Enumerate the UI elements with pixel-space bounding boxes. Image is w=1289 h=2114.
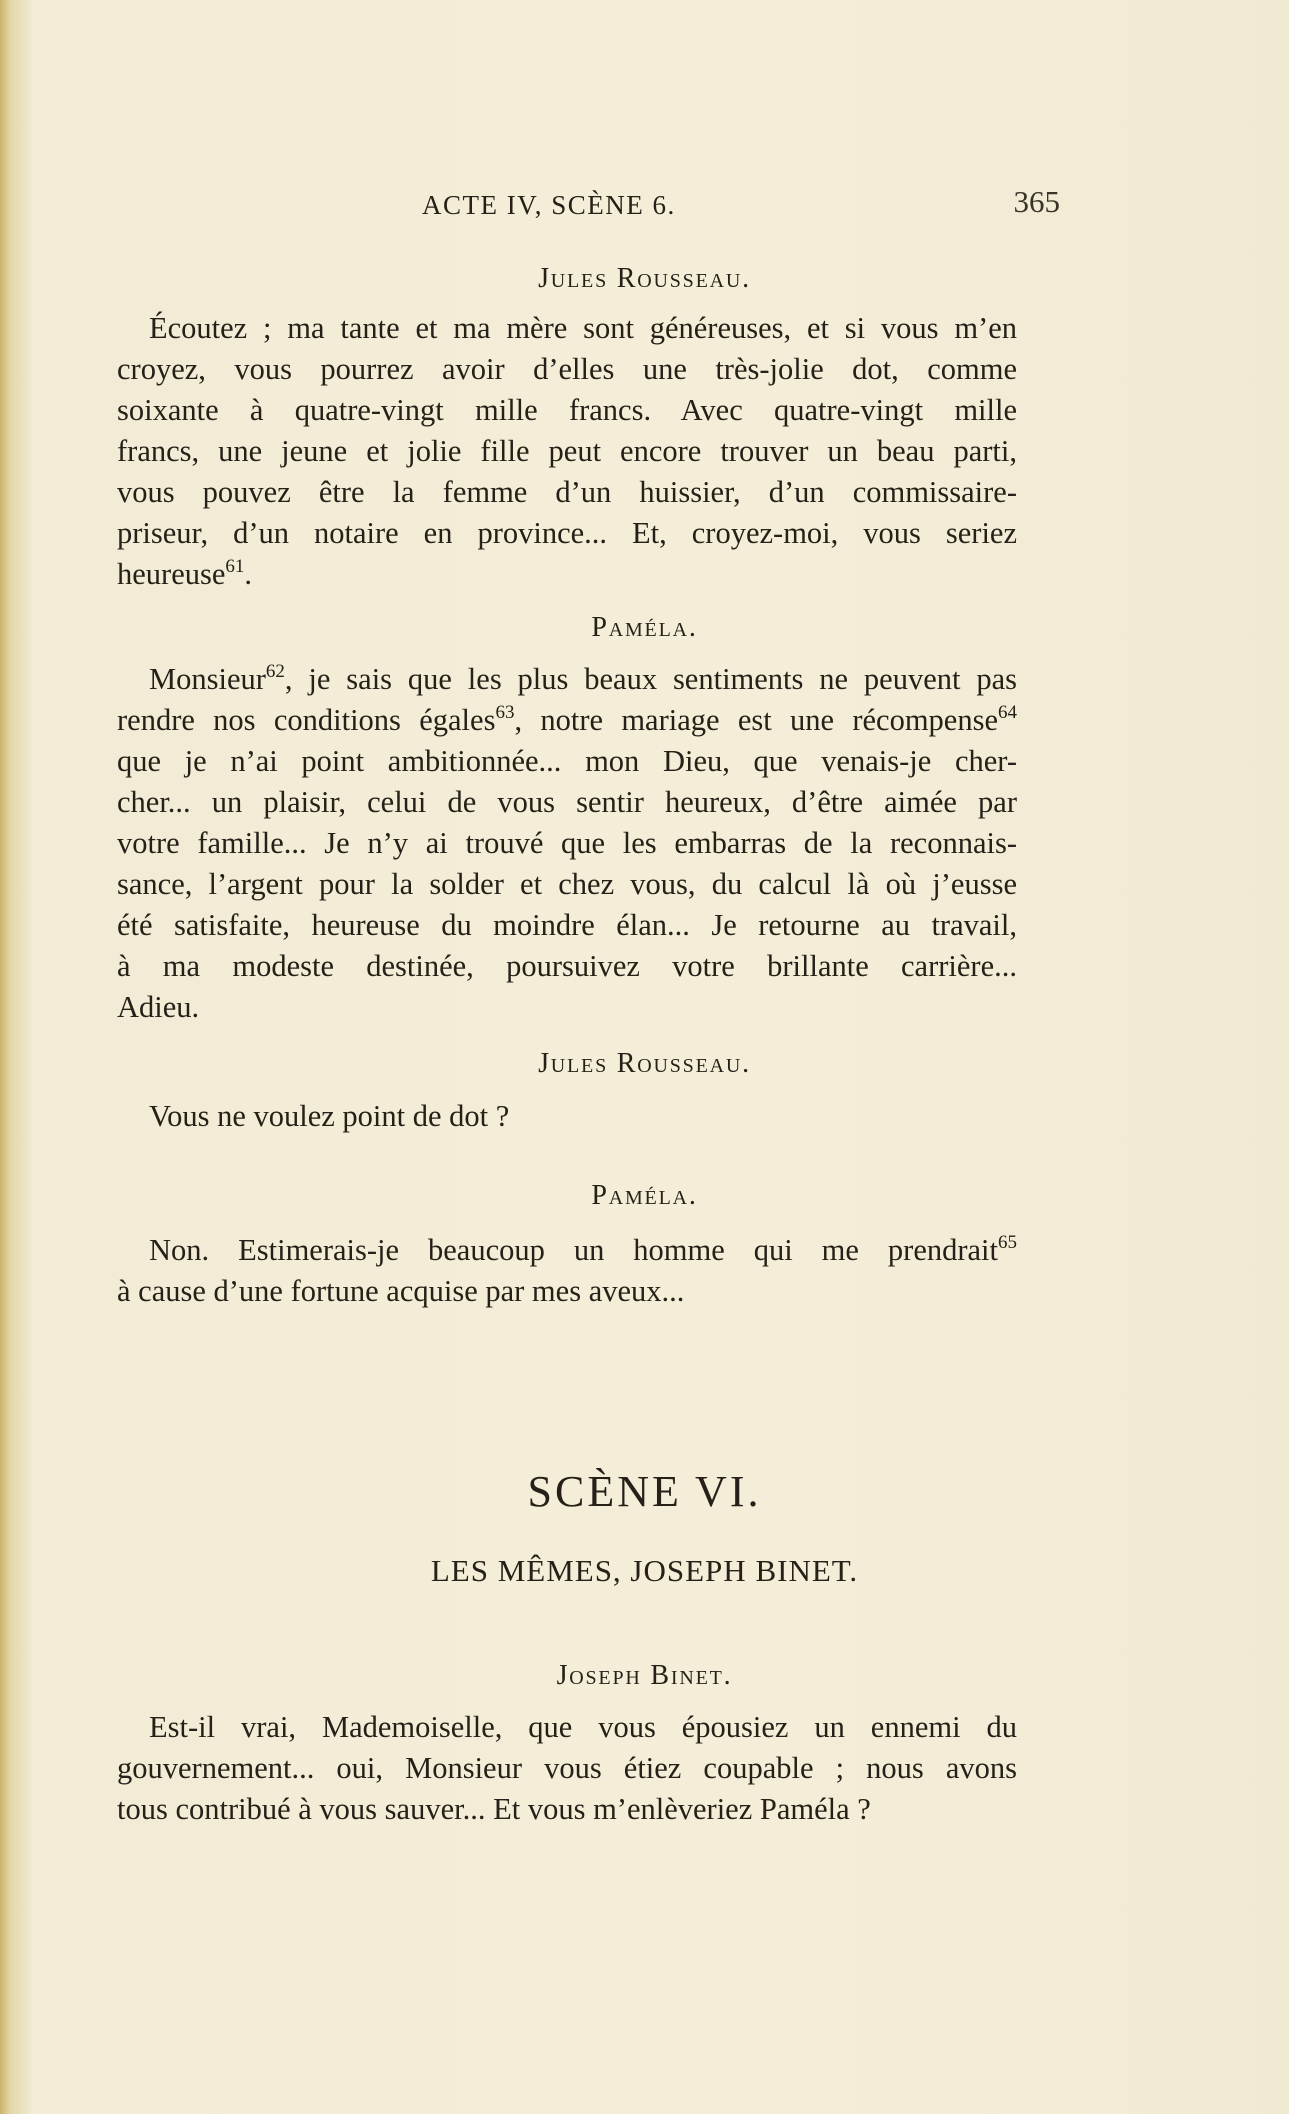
text-line: sance, l’argent pour la solder et chez vous, du calcul là où j’eusse [117, 867, 1017, 901]
text-line: gouvernement... oui, Monsieur vous étiez coupable ; nous avons [117, 1751, 1017, 1785]
text-line: tous contribué à vous sauver... Et vous m’enlèveriez Paméla ? [117, 1792, 871, 1826]
running-title: ACTE IV, SCÈNE 6. [422, 190, 676, 220]
speaker-name: Joseph Binet. [556, 1660, 733, 1691]
text-line: que je n’ai point ambitionnée... mon Dieu, que venais-je cher- [117, 744, 1017, 778]
speaker-name: Paméla. [591, 1180, 698, 1211]
speech-paragraph [117, 1230, 1017, 1312]
text-line [117, 659, 1017, 700]
page-number: 365 [1013, 184, 1060, 219]
text-line: Est-il vrai, Mademoiselle, que vous épousiez un ennemi du [149, 1710, 1017, 1744]
text-line [117, 700, 1017, 741]
speech-paragraph [117, 659, 1017, 1028]
text-line: à cause d’une fortune acquise par mes aveux... [117, 1274, 685, 1308]
text-line: priseur, d’un notaire en province... Et, croyez-moi, vous seriez [117, 516, 1017, 550]
text-line: soixante à quatre-vingt mille francs. Avec quatre-vingt mille [117, 393, 1017, 427]
speech-paragraph [117, 308, 1017, 595]
text-line [117, 1230, 1017, 1271]
text-fragment: . [244, 557, 253, 591]
footnote-marker: 65 [998, 1232, 1017, 1253]
text-fragment: rendre nos conditions égales [117, 703, 496, 737]
speaker-name: Jules Rousseau. [538, 263, 751, 294]
text-line: Vous ne voulez point de dot ? [149, 1099, 510, 1133]
text-line: croyez, vous pourrez avoir d’elles une très-jolie dot, comme [117, 352, 1017, 386]
footnote-marker: 61 [225, 556, 245, 577]
text-line: Adieu. [117, 990, 200, 1024]
text-line: vous pouvez être la femme d’un huissier, d’un commissaire- [117, 475, 1017, 509]
text-line: francs, une jeune et jolie fille peut encore trouver un beau parti, [117, 434, 1017, 468]
text-fragment: Monsieur [149, 662, 266, 696]
speech-paragraph [117, 1707, 1017, 1830]
text-fragment: Non. Estimerais-je beaucoup un homme qui me prendrait [149, 1233, 998, 1267]
text-line: à ma modeste destinée, poursuivez votre brillante carrière... [117, 949, 1017, 983]
speaker-name: Jules Rousseau. [538, 1048, 751, 1079]
footnote-marker: 63 [495, 702, 515, 723]
scene-characters: LES MÊMES, JOSEPH BINET. [430, 1553, 859, 1588]
text-line [117, 554, 1017, 595]
scene-heading: SCÈNE VI. [527, 1467, 762, 1516]
text-fragment: , je sais que les plus beaux sentiments ne peuvent pas [284, 662, 1017, 696]
speech-paragraph [117, 1096, 1017, 1137]
page-header [422, 184, 1060, 226]
text-fragment: , notre mariage est une récompense [514, 703, 998, 737]
speaker-name: Paméla. [591, 612, 698, 643]
text-line: cher... un plaisir, celui de vous sentir heureux, d’être aimée par [117, 785, 1017, 819]
text-line: Écoutez ; ma tante et ma mère sont généreuses, et si vous m’en [149, 311, 1017, 345]
text-line: été satisfaite, heureuse du moindre élan... Je retourne au travail, [117, 908, 1017, 942]
text-fragment: heureuse [117, 557, 226, 591]
footnote-marker: 64 [998, 702, 1017, 723]
footnote-marker: 62 [265, 661, 285, 682]
text-line: votre famille... Je n’y ai trouvé que les embarras de la reconnais- [117, 826, 1017, 860]
